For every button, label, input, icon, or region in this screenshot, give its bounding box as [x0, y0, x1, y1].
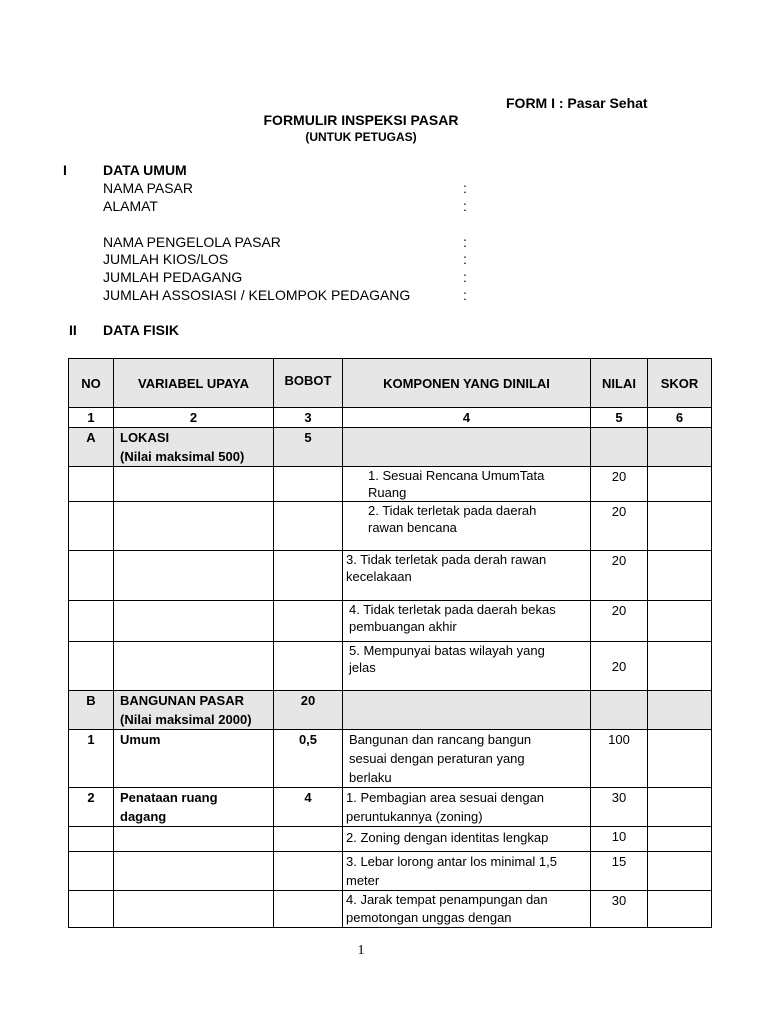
table-row	[69, 891, 712, 928]
variable-name: Penataan ruang dagang	[114, 788, 274, 827]
inspection-table	[68, 358, 712, 928]
component-text: 3. Tidak terletak pada derah rawan kecelakaan	[343, 551, 591, 601]
component-text: 3. Lebar lorong antar los minimal 1,5 meter	[343, 852, 591, 891]
empty-cell	[114, 551, 274, 601]
group-variable-note: (Nilai maksimal 500)	[120, 449, 245, 464]
bobot-value: 0,5	[274, 730, 343, 788]
field-pengelola-label: NAMA PENGELOLA PASAR	[103, 234, 281, 250]
nilai-value: 30	[591, 891, 648, 928]
column-number: 5	[591, 408, 648, 428]
header-skor: SKOR	[648, 359, 712, 408]
empty-cell	[69, 891, 114, 928]
header-nilai: NILAI	[591, 359, 648, 408]
component-text: 4. Jarak tempat penampungan dan pemotongan unggas dengan	[343, 891, 591, 928]
empty-cell	[274, 852, 343, 891]
section-1-title: DATA UMUM	[103, 162, 187, 178]
field-kios-label: JUMLAH KIOS/LOS	[103, 251, 229, 267]
empty-cell	[274, 551, 343, 601]
row-number: 2	[69, 788, 114, 827]
empty-cell	[274, 891, 343, 928]
empty-cell	[274, 827, 343, 852]
header-komponen: KOMPONEN YANG DINILAI	[343, 359, 591, 408]
header-no: NO	[69, 359, 114, 408]
skor-cell	[648, 642, 712, 691]
field-assosiasi-colon: :	[463, 287, 467, 303]
empty-cell	[343, 691, 591, 730]
field-pengelola-colon: :	[463, 234, 467, 250]
section-1-number: I	[63, 162, 67, 178]
column-number: 3	[274, 408, 343, 428]
form-subtitle: (UNTUK PETUGAS)	[305, 130, 417, 144]
skor-cell	[648, 730, 712, 788]
empty-cell	[69, 642, 114, 691]
column-number: 1	[69, 408, 114, 428]
empty-cell	[69, 551, 114, 601]
group-row-bangunan	[69, 691, 712, 730]
group-variable	[114, 428, 274, 467]
group-variable-note: (Nilai maksimal 2000)	[120, 712, 252, 727]
component-text: 5. Mempunyai batas wilayah yang jelas	[343, 642, 591, 691]
form-title: FORMULIR INSPEKSI PASAR	[263, 112, 459, 128]
column-number: 4	[343, 408, 591, 428]
skor-cell	[648, 852, 712, 891]
component-text: 2. Zoning dengan identitas lengkap	[343, 827, 591, 852]
table-header-row	[69, 359, 712, 408]
header-variabel: VARIABEL UPAYA	[114, 359, 274, 408]
group-variable-name: LOKASI	[120, 430, 170, 445]
empty-cell	[69, 502, 114, 551]
skor-cell	[648, 827, 712, 852]
empty-cell	[648, 691, 712, 730]
component-text: 1. Pembagian area sesuai dengan peruntukannya (zoning)	[343, 788, 591, 827]
table-row	[69, 601, 712, 642]
nilai-value: 100	[591, 730, 648, 788]
empty-cell	[114, 827, 274, 852]
empty-cell	[274, 642, 343, 691]
skor-cell	[648, 551, 712, 601]
empty-cell	[591, 428, 648, 467]
field-kios-colon: :	[463, 251, 467, 267]
skor-cell	[648, 601, 712, 642]
empty-cell	[114, 891, 274, 928]
bobot-value: 4	[274, 788, 343, 827]
page-number: 1	[357, 943, 365, 958]
field-nama-pasar-colon: :	[463, 180, 467, 196]
form-code: FORM I : Pasar Sehat	[506, 95, 648, 111]
skor-cell	[648, 891, 712, 928]
empty-cell	[114, 502, 274, 551]
table-row	[69, 730, 712, 788]
empty-cell	[343, 428, 591, 467]
group-letter: A	[69, 428, 114, 467]
empty-cell	[69, 827, 114, 852]
field-alamat-label: ALAMAT	[103, 198, 158, 214]
field-alamat-colon: :	[463, 198, 467, 214]
table-row	[69, 852, 712, 891]
table-row	[69, 467, 712, 502]
section-2-title: DATA FISIK	[103, 322, 179, 338]
field-nama-pasar-label: NAMA PASAR	[103, 180, 193, 196]
skor-cell	[648, 467, 712, 502]
field-pedagang-colon: :	[463, 269, 467, 285]
empty-cell	[114, 467, 274, 502]
row-number: 1	[69, 730, 114, 788]
skor-cell	[648, 788, 712, 827]
empty-cell	[114, 642, 274, 691]
empty-cell	[274, 467, 343, 502]
nilai-value: 20	[591, 642, 648, 691]
component-text: 2. Tidak terletak pada daerah rawan bencana	[343, 502, 591, 551]
group-variable	[114, 691, 274, 730]
component-text: Bangunan dan rancang bangun sesuai dengan peraturan yang berlaku	[343, 730, 591, 788]
empty-cell	[114, 852, 274, 891]
table-row	[69, 502, 712, 551]
group-variable-name: BANGUNAN PASAR	[120, 693, 244, 708]
nilai-value: 10	[591, 827, 648, 852]
field-assosiasi-label: JUMLAH ASSOSIASI / KELOMPOK PEDAGANG	[103, 287, 411, 303]
nilai-value: 30	[591, 788, 648, 827]
column-number-row	[69, 408, 712, 428]
field-pedagang-label: JUMLAH PEDAGANG	[103, 269, 243, 285]
empty-cell	[274, 502, 343, 551]
empty-cell	[69, 601, 114, 642]
component-text: 4. Tidak terletak pada daerah bekas pembuangan akhir	[343, 601, 591, 642]
table-row	[69, 551, 712, 601]
nilai-value: 20	[591, 601, 648, 642]
empty-cell	[648, 428, 712, 467]
empty-cell	[69, 467, 114, 502]
nilai-value: 15	[591, 852, 648, 891]
variable-name: Umum	[114, 730, 274, 788]
nilai-value: 20	[591, 467, 648, 502]
group-bobot: 5	[274, 428, 343, 467]
nilai-value: 20	[591, 551, 648, 601]
table-row	[69, 827, 712, 852]
column-number: 2	[114, 408, 274, 428]
table-row	[69, 788, 712, 827]
skor-cell	[648, 502, 712, 551]
group-letter: B	[69, 691, 114, 730]
empty-cell	[591, 691, 648, 730]
header-bobot: BOBOT	[274, 359, 343, 408]
nilai-value: 20	[591, 502, 648, 551]
empty-cell	[69, 852, 114, 891]
table-row	[69, 642, 712, 691]
component-text: 1. Sesuai Rencana UmumTata Ruang	[343, 467, 591, 502]
empty-cell	[114, 601, 274, 642]
group-row-lokasi	[69, 428, 712, 467]
section-2-number: II	[69, 322, 77, 338]
column-number: 6	[648, 408, 712, 428]
group-bobot: 20	[274, 691, 343, 730]
empty-cell	[274, 601, 343, 642]
